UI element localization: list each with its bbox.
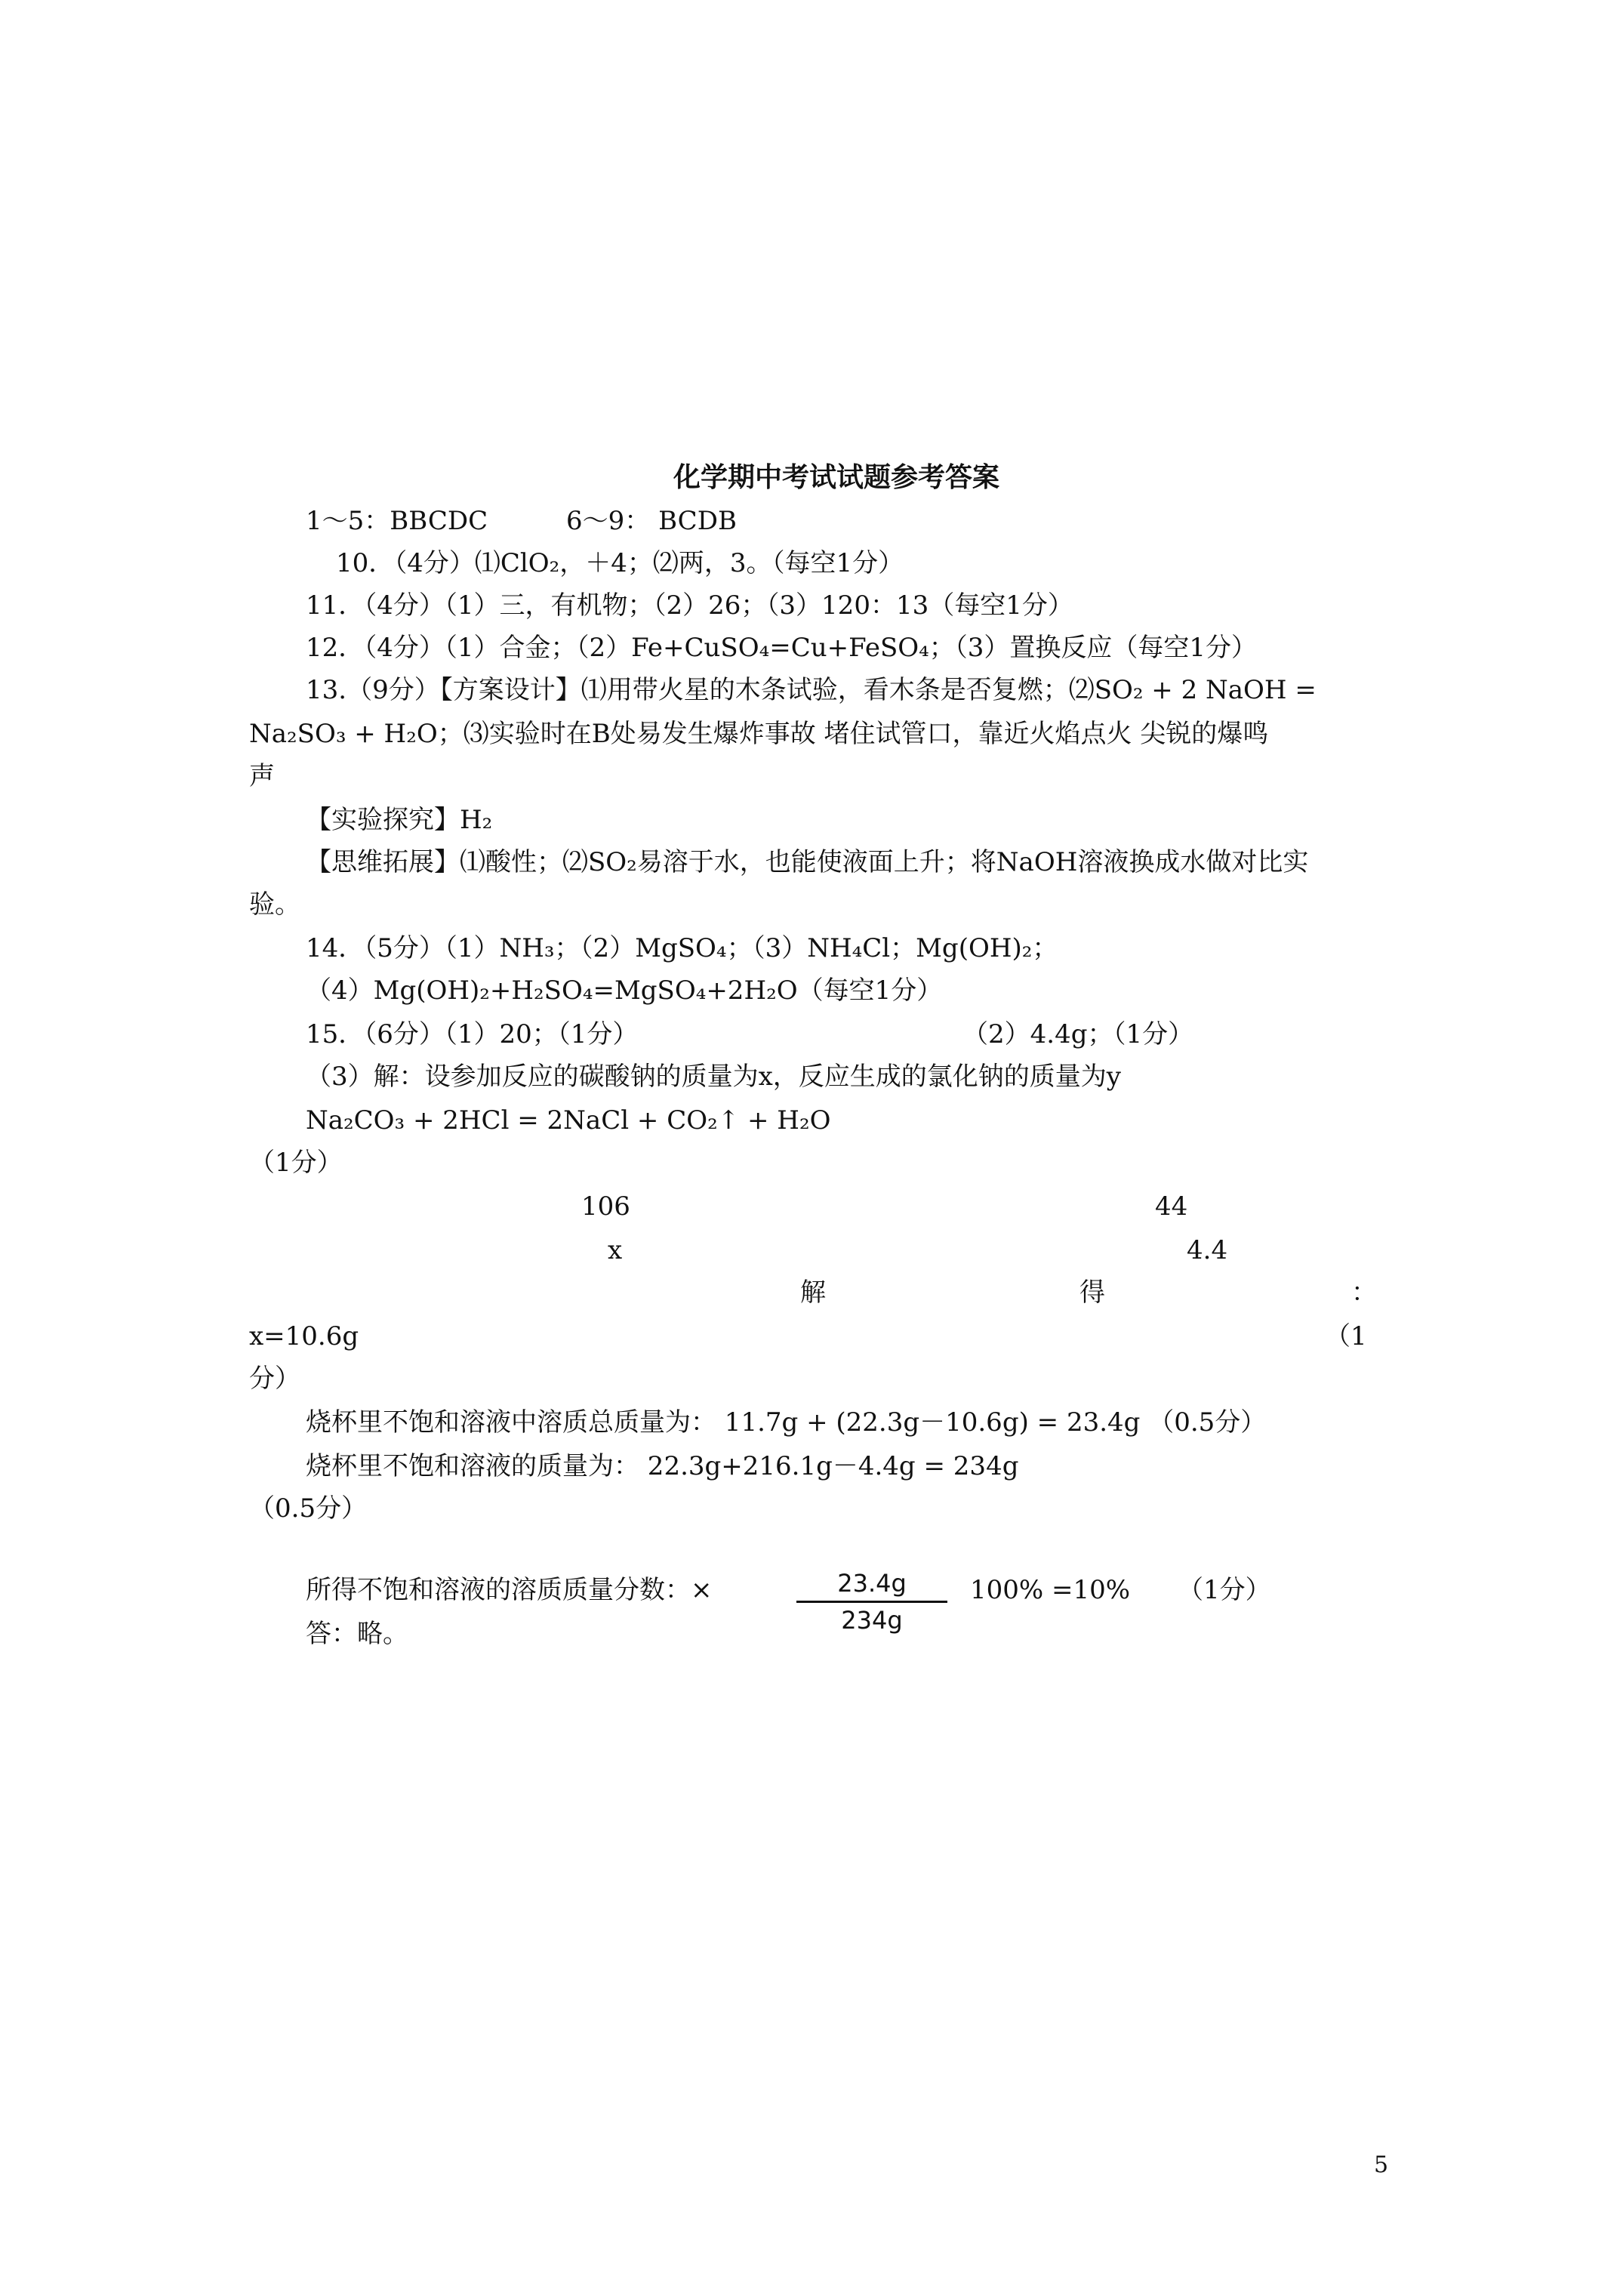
answer-q15-part2: （2）4.4g；（1分）	[962, 1019, 1194, 1049]
answer-q13-extend-end: 验。	[249, 889, 300, 920]
answer-q13-line1: 13.（9分）【方案设计】⑴用带火星的木条试验，看木条是否复燃；⑵SO₂ + 2 NaOH =	[306, 675, 1317, 705]
solution-mass-line: 烧杯里不饱和溶液的质量为： 22.3g+216.1g－4.4g = 234g	[306, 1451, 1019, 1481]
fraction-bar	[796, 1601, 947, 1603]
fraction-numerator: 23.4g	[837, 1569, 907, 1598]
fraction-result: 100% =10%	[970, 1575, 1131, 1605]
answer-q13-line3: 声	[249, 761, 275, 791]
answer-q1-5: 1～5：BBCDC	[306, 506, 488, 536]
answer-q14-line1: 14．（5分）（1）NH₃；（2）MgSO₄；（3）NH₄Cl；Mg(OH)₂；	[306, 933, 1058, 963]
solve-word-1: 解	[800, 1277, 826, 1308]
answer-q11: 11．（4分）（1）三，有机物；（2）26；（3）120：13（每空1分）	[306, 590, 1073, 621]
result-score-end: 分）	[249, 1364, 300, 1394]
solute-mass-line: 烧杯里不饱和溶液中溶质总质量为： 11.7g + (22.3g－10.6g) = 23.4g （0.5分）	[306, 1407, 1267, 1438]
answer-q15-setup: （3）解：设参加反应的碳酸钠的质量为x，反应生成的氯化钠的质量为y	[306, 1062, 1122, 1092]
answer-q14-line2: （4）Mg(OH)₂+H₂SO₄=MgSO₄+2H₂O（每空1分）	[306, 975, 943, 1006]
molar-mass-na2co3: 106	[581, 1191, 630, 1222]
result-x: x=10.6g	[249, 1321, 359, 1351]
page-title: 化学期中考试试题参考答案	[673, 461, 1000, 493]
unknown-x: x	[608, 1235, 623, 1265]
result-score: （1	[1325, 1321, 1367, 1351]
answer-q10: 10．（4分）⑴ClO₂，＋4；⑵两，3。（每空1分）	[336, 548, 904, 578]
fraction-label: 所得不饱和溶液的溶质质量分数：×	[306, 1575, 713, 1605]
final-answer: 答：略。	[306, 1619, 408, 1649]
answer-q13-extend: 【思维拓展】⑴酸性；⑵SO₂易溶于水，也能使液面上升；将NaOH溶液换成水做对比实	[306, 847, 1309, 877]
mass-fraction	[796, 1569, 947, 1635]
molar-mass-co2: 44	[1155, 1191, 1188, 1222]
mass-co2: 4.4	[1187, 1235, 1228, 1265]
answer-q15-equation: Na₂CO₃ + 2HCl = 2NaCl + CO₂↑ + H₂O	[306, 1105, 831, 1136]
answer-q15-part1: 15．（6分）（1）20；（1分）	[306, 1019, 639, 1049]
answer-q13-explore: 【实验探究】H₂	[306, 805, 493, 835]
solution-mass-score: （0.5分）	[249, 1493, 368, 1524]
answer-q15-score: （1分）	[249, 1148, 343, 1178]
answer-q6-9: 6～9： BCDB	[566, 506, 737, 536]
solve-word-2: 得	[1079, 1277, 1105, 1308]
fraction-score: （1分）	[1178, 1575, 1271, 1605]
answer-q13-line2: Na₂SO₃ + H₂O；⑶实验时在B处易发生爆炸事故 堵住试管口，靠近火焰点火 尖锐的爆鸣	[249, 719, 1269, 749]
solve-colon: ：	[1351, 1277, 1377, 1308]
fraction-denominator: 234g	[841, 1606, 903, 1635]
answer-q12: 12．（4分）（1）合金；（2）Fe+CuSO₄=Cu+FeSO₄；（3）置换反应（每空1分）	[306, 633, 1258, 663]
page-number: 5	[1374, 2152, 1389, 2178]
